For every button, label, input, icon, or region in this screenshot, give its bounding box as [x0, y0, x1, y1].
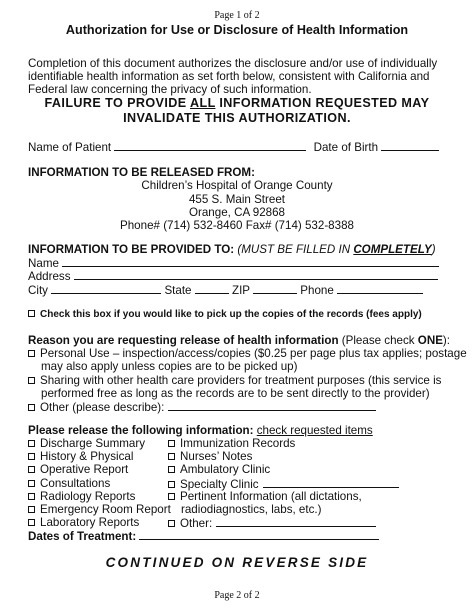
- release-checkbox[interactable]: [28, 519, 35, 526]
- pertinent-information-line-2: radiodiagnostics, labs, etc.): [181, 503, 322, 516]
- release-checkbox[interactable]: [28, 506, 35, 513]
- release-checkbox[interactable]: [168, 493, 175, 500]
- reason-sharing-label: Sharing with other health care providers for treatment purposes (this service is: [40, 374, 442, 387]
- provided-city-row: [28, 283, 423, 297]
- provided-name-label: Name: [28, 257, 59, 270]
- zip-label: ZIP: [231, 284, 250, 297]
- release-heading: Please release the following information:: [28, 424, 254, 437]
- release-item-radiology-reports: Radiology Reports: [28, 490, 135, 503]
- page-number-top: Page 1 of 2: [214, 10, 260, 21]
- pickup-label: Check this box if you would like to pick up the copies of the records (fees apply): [40, 309, 422, 320]
- intro-line-3: Federal law concerning the privacy of such information.: [28, 83, 312, 96]
- reason-personal-label: Personal Use – inspection/access/copies ($0.25 per page plus tax applies; postage: [40, 347, 467, 360]
- continued-notice: CONTINUED ON REVERSE SIDE: [105, 555, 369, 570]
- released-from-line-4: Phone# (714) 532-8460 Fax# (714) 532-8388: [120, 219, 354, 232]
- intro-line-1: Completion of this document authorizes the disclosure and/or use of individually: [28, 57, 438, 70]
- patient-name-label: Name of Patient: [28, 141, 112, 154]
- provided-address-field[interactable]: [74, 269, 438, 280]
- release-checkbox[interactable]: [168, 520, 175, 527]
- release-item-consultations: Consultations: [28, 477, 110, 490]
- state-field[interactable]: [195, 283, 229, 294]
- reason-sharing-checkbox[interactable]: [28, 377, 35, 384]
- reason-other-label: Other (please describe):: [40, 401, 165, 414]
- reason-other-row: [28, 400, 376, 414]
- released-from-heading: INFORMATION TO BE RELEASED FROM:: [28, 166, 255, 179]
- reason-heading: Reason you are requesting release of health information: [28, 334, 339, 347]
- reason-heading-row: Reason you are requesting release of health information (Please check ONE):: [28, 334, 451, 347]
- release-heading-link: check requested items: [256, 424, 373, 437]
- release-checkbox[interactable]: [28, 466, 35, 473]
- warning-line-2: INVALIDATE THIS AUTHORIZATION.: [123, 111, 351, 125]
- release-item-laboratory-reports: Laboratory Reports: [28, 516, 139, 529]
- release-checkbox[interactable]: [168, 481, 175, 488]
- reason-other-field[interactable]: [168, 400, 376, 411]
- phone-label: Phone: [300, 284, 334, 297]
- release-item-specialty-clinic: Specialty Clinic: [168, 477, 399, 491]
- dob-label: Date of Birth: [313, 141, 379, 154]
- reason-sharing-row: [28, 374, 441, 387]
- reason-personal-line-2: may also apply unless copies are to be picked up): [41, 360, 298, 373]
- page-number-bottom: Page 2 of 2: [214, 590, 260, 601]
- reason-personal-row: [28, 347, 467, 360]
- release-item-history-physical: History & Physical: [28, 450, 133, 463]
- reason-personal-checkbox[interactable]: [28, 350, 35, 357]
- provided-name-row: [28, 256, 439, 270]
- provided-to-heading: INFORMATION TO BE PROVIDED TO:: [28, 243, 235, 256]
- warning-line-1: FAILURE TO PROVIDE ALL INFORMATION REQUESTED MAY: [44, 96, 430, 110]
- release-item-nurses-notes: Nurses’ Notes: [168, 450, 252, 463]
- release-item-emergency-room-report: Emergency Room Report: [28, 503, 171, 516]
- pickup-checkbox[interactable]: [28, 310, 35, 317]
- release-item-immunization-records: Immunization Records: [168, 437, 295, 450]
- zip-field[interactable]: [253, 283, 297, 294]
- release-heading-row: [28, 424, 373, 437]
- provided-name-field[interactable]: [62, 256, 439, 267]
- release-checkbox[interactable]: [168, 466, 175, 473]
- phone-field[interactable]: [337, 283, 423, 294]
- release-checkbox[interactable]: [28, 480, 35, 487]
- patient-row: [28, 140, 439, 154]
- provided-address-label: Address: [28, 270, 71, 283]
- dates-row: [28, 529, 379, 543]
- released-from-line-2: 455 S. Main Street: [188, 193, 286, 206]
- pickup-row: [28, 309, 422, 320]
- patient-name-field[interactable]: [114, 140, 306, 151]
- release-checkbox[interactable]: [168, 440, 175, 447]
- provided-address-row: [28, 269, 438, 283]
- document-title: Authorization for Use or Disclosure of Health Information: [65, 23, 409, 37]
- provided-to-heading-row: INFORMATION TO BE PROVIDED TO: (MUST BE FILLED IN COMPLETELY): [28, 243, 436, 256]
- reason-sharing-line-2: performed free as long as the records are to be sent directly to the provider): [41, 387, 430, 400]
- release-checkbox[interactable]: [28, 453, 35, 460]
- city-field[interactable]: [51, 283, 161, 294]
- release-checkbox[interactable]: [28, 493, 35, 500]
- release-checkbox[interactable]: [168, 453, 175, 460]
- release-other-field[interactable]: [216, 516, 376, 527]
- release-item-operative-report: Operative Report: [28, 463, 128, 476]
- specialty-clinic-field[interactable]: [263, 477, 399, 488]
- dates-field[interactable]: [139, 529, 379, 540]
- release-item-discharge-summary: Discharge Summary: [28, 437, 145, 450]
- released-from-line-1: Children’s Hospital of Orange County: [141, 179, 333, 192]
- city-label: City: [28, 284, 48, 297]
- dob-field[interactable]: [381, 140, 439, 151]
- reason-other-checkbox[interactable]: [28, 404, 35, 411]
- release-item-other: Other:: [168, 516, 376, 530]
- release-checkbox[interactable]: [28, 440, 35, 447]
- dates-label: Dates of Treatment:: [28, 530, 137, 543]
- released-from-line-3: Orange, CA 92868: [188, 206, 286, 219]
- release-item-ambulatory-clinic: Ambulatory Clinic: [168, 463, 270, 476]
- state-label: State: [164, 284, 192, 297]
- intro-line-2: identifiable health information as set forth below, consistent with California and: [28, 70, 430, 83]
- release-item-pertinent-information: Pertinent Information (all dictations,: [168, 490, 362, 503]
